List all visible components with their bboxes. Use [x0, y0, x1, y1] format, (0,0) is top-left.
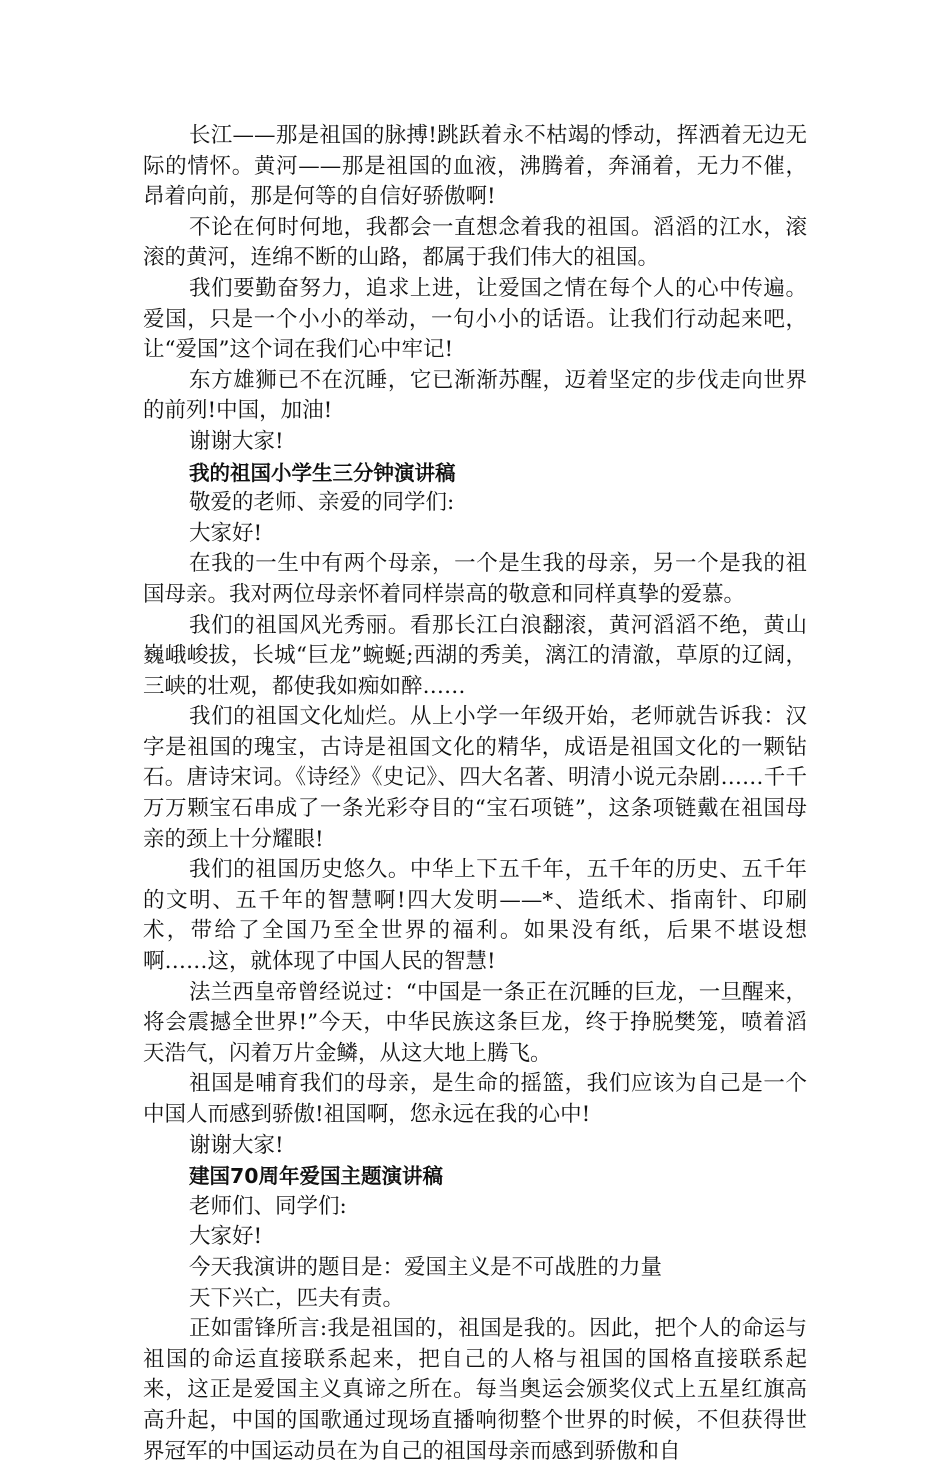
paragraph: 老师们、同学们:: [189, 1193, 347, 1219]
paragraph: 我们要勤奋努力，追求上进，让爱国之情在每个人的心中传遍。爱国，只是一个小小的举动，一句小小的话语。让我们行动起来吧，让“爱国”这个词在我们心中牢记!: [143, 275, 807, 363]
paragraph: 我们的祖国风光秀丽。看那长江白浪翻滚，黄河滔滔不绝，黄山巍峨峻拔，长城“巨龙”蜿蜒;西湖的秀美，漓江的清澈，草原的辽阔，三峡的壮观，都使我如痴如醉……: [143, 612, 807, 699]
paragraph: 我们的祖国历史悠久。中华上下五千年，五千年的历史、五千年的文明、五千年的智慧啊!四大发明——*、造纸术、指南针、印刷术，带给了全国乃至全世界的福利。如果没有纸，后果不堪设想啊……这，就体现了中国人民的智慧!: [143, 857, 807, 975]
section-heading: 建国70周年爱国主题演讲稿: [189, 1164, 444, 1189]
paragraph: 大家好!: [189, 1224, 263, 1250]
document-body: [143, 121, 807, 1467]
paragraph: 我们的祖国文化灿烂。从上小学一年级开始，老师就告诉我：汉字是祖国的瑰宝，古诗是祖国文化的精华，成语是祖国文化的一颗钻石。唐诗宋词。《诗经》《史记》、四大名著、明清小说元杂剧……千千万万颗宝石串成了一条光彩夺目的“宝石项链”，这条项链戴在祖国母亲的颈上十分耀眼!: [143, 704, 807, 852]
section-heading: 我的祖国小学生三分钟演讲稿: [189, 460, 456, 485]
paragraph: 法兰西皇帝曾经说过：“中国是一条正在沉睡的巨龙，一旦醒来，将会震撼全世界!”今天，中华民族这条巨龙，终于挣脱樊笼，喷着滔天浩气，闪着万片金鳞，从这大地上腾飞。: [143, 979, 807, 1066]
paragraph: 大家好!: [189, 520, 263, 546]
paragraph: 谢谢大家!: [189, 1132, 284, 1158]
paragraph: 在我的一生中有两个母亲，一个是生我的母亲，另一个是我的祖国母亲。我对两位母亲怀着同样崇高的敬意和同样真挚的爱慕。: [143, 551, 807, 607]
paragraph: 谢谢大家!: [189, 428, 284, 454]
paragraph: 今天我演讲的题目是：爱国主义是不可战胜的力量: [189, 1254, 663, 1280]
paragraph: 敬爱的老师、亲爱的同学们:: [189, 490, 455, 516]
paragraph: 东方雄狮已不在沉睡，它已渐渐苏醒，迈着坚定的步伐走向世界的前列!中国，加油!: [143, 367, 807, 424]
paragraph: 天下兴亡，匹夫有责。: [189, 1285, 405, 1311]
paragraph: 不论在何时何地，我都会一直想念着我的祖国。滔滔的江水，滚滚的黄河，连绵不断的山路，都属于我们伟大的祖国。: [143, 214, 807, 271]
paragraph: 祖国是哺育我们的母亲，是生命的摇篮，我们应该为自己是一个中国人而感到骄傲!祖国啊，您永远在我的心中!: [143, 1071, 807, 1127]
paragraph: 正如雷锋所言:我是祖国的，祖国是我的。因此，把个人的命运与祖国的命运直接联系起来，把自己的人格与祖国的国格直接联系起来，这正是爱国主义真谛之所在。每当奥运会颁奖仪式上五星红旗高高升起，中国的国歌通过现场直播响彻整个世界的时候，不但获得世界冠军的中国运动员在为自己的祖国母亲而感到骄傲和自: [143, 1316, 807, 1464]
paragraph: 长江——那是祖国的脉搏!跳跃着永不枯竭的悸动，挥洒着无边无际的情怀。黄河——那是祖国的血液，沸腾着，奔涌着，无力不催，昂着向前，那是何等的自信好骄傲啊!: [143, 123, 807, 210]
